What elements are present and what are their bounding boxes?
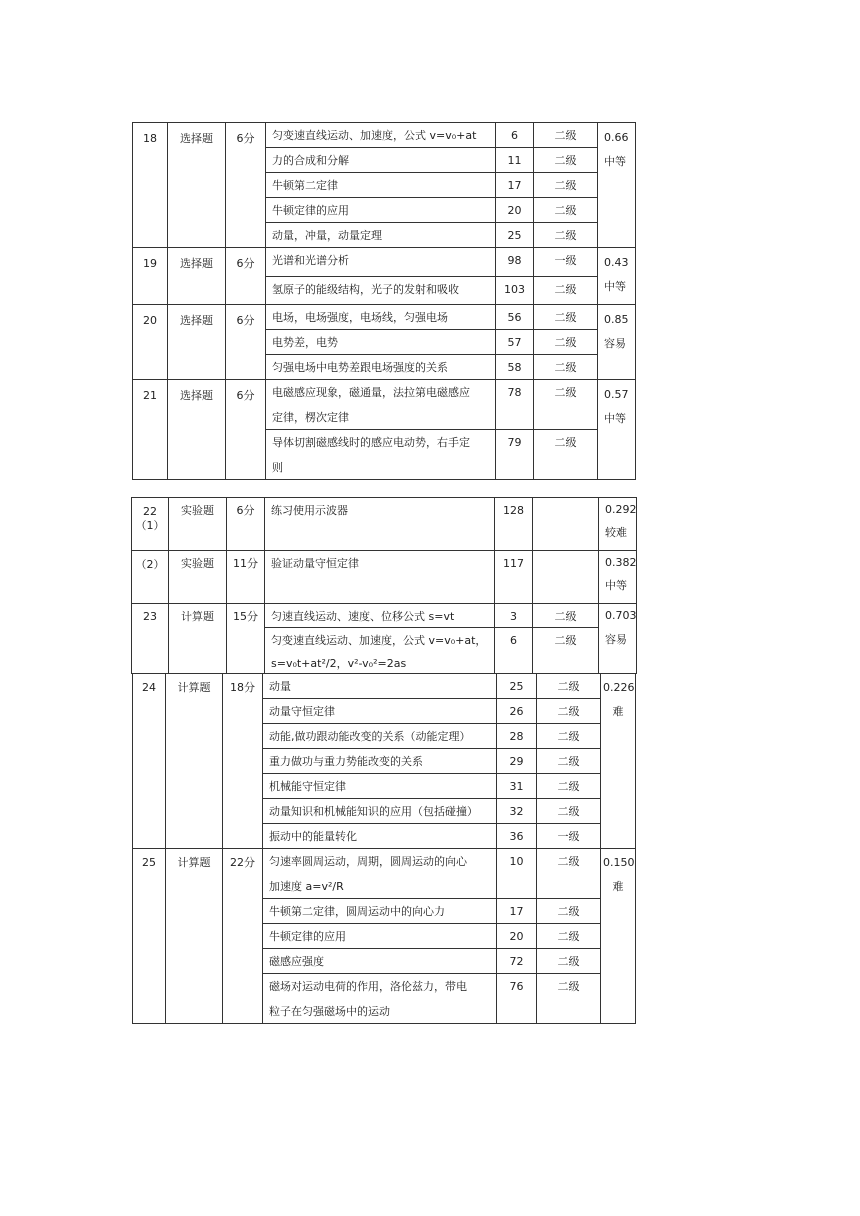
question-number: 25 bbox=[133, 849, 166, 1024]
difficulty-ratio: 0.292 bbox=[605, 503, 637, 516]
requirement-level: 二级 bbox=[534, 305, 598, 330]
difficulty-label: 难 bbox=[612, 705, 624, 718]
requirement-level: 二级 bbox=[537, 974, 601, 1024]
knowledge-point: 匀强电场中电势差跟电场强度的关系 bbox=[266, 355, 496, 380]
question-score: 6分 bbox=[227, 498, 265, 551]
requirement-level: 二级 bbox=[537, 899, 601, 924]
knowledge-line: 定律，楞次定律 bbox=[272, 411, 349, 424]
question-number: （2） bbox=[132, 551, 169, 604]
requirement-level: 一级 bbox=[537, 824, 601, 849]
knowledge-point: 动量，冲量，动量定理 bbox=[266, 223, 496, 248]
knowledge-code: 76 bbox=[497, 974, 537, 1024]
knowledge-code: 20 bbox=[496, 198, 534, 223]
question-type: 计算题 bbox=[166, 674, 223, 849]
knowledge-code: 20 bbox=[497, 924, 537, 949]
question-type: 实验题 bbox=[169, 551, 227, 604]
question-type: 计算题 bbox=[166, 849, 223, 1024]
knowledge-point: 光谱和光谱分析 bbox=[266, 248, 496, 277]
knowledge-code: 11 bbox=[496, 148, 534, 173]
question-score: 6分 bbox=[226, 305, 266, 380]
question-type: 选择题 bbox=[168, 380, 226, 480]
knowledge-point: 重力做功与重力势能改变的关系 bbox=[263, 749, 497, 774]
question-number: 23 bbox=[132, 604, 169, 674]
knowledge-code: 98 bbox=[496, 248, 534, 277]
knowledge-code: 3 bbox=[495, 604, 533, 628]
requirement-level: 二级 bbox=[534, 330, 598, 355]
requirement-level: 二级 bbox=[534, 123, 598, 148]
knowledge-point bbox=[265, 628, 495, 674]
knowledge-point: 牛顿第二定律，圆周运动中的向心力 bbox=[263, 899, 497, 924]
difficulty-label: 较难 bbox=[605, 526, 627, 539]
knowledge-point: 振动中的能量转化 bbox=[263, 824, 497, 849]
difficulty-ratio: 0.85 bbox=[604, 313, 629, 326]
question-type: 选择题 bbox=[168, 305, 226, 380]
difficulty-cell bbox=[598, 123, 636, 248]
difficulty-cell bbox=[598, 380, 636, 480]
question-type: 选择题 bbox=[168, 123, 226, 248]
difficulty-label: 中等 bbox=[605, 579, 627, 592]
knowledge-point: 动量知识和机械能知识的应用（包括碰撞） bbox=[263, 799, 497, 824]
question-type: 选择题 bbox=[168, 248, 226, 305]
knowledge-point: 验证动量守恒定律 bbox=[265, 551, 495, 604]
requirement-level: 二级 bbox=[537, 924, 601, 949]
knowledge-table-3 bbox=[132, 673, 636, 1024]
knowledge-point: 牛顿第二定律 bbox=[266, 173, 496, 198]
requirement-level: 二级 bbox=[537, 774, 601, 799]
question-type: 实验题 bbox=[169, 498, 227, 551]
difficulty-ratio: 0.57 bbox=[604, 388, 629, 401]
knowledge-code: 128 bbox=[495, 498, 533, 551]
knowledge-point: 牛顿定律的应用 bbox=[266, 198, 496, 223]
difficulty-label: 中等 bbox=[604, 412, 626, 425]
requirement-level: 二级 bbox=[534, 380, 598, 430]
knowledge-line: 导体切割磁感线时的感应电动势，右手定 bbox=[272, 436, 470, 449]
question-score: 6分 bbox=[226, 248, 266, 305]
knowledge-point: 磁感应强度 bbox=[263, 949, 497, 974]
knowledge-code: 56 bbox=[496, 305, 534, 330]
requirement-level: 二级 bbox=[537, 749, 601, 774]
difficulty-cell bbox=[599, 604, 637, 674]
knowledge-code: 6 bbox=[495, 628, 533, 674]
question-score: 15分 bbox=[227, 604, 265, 674]
difficulty-ratio: 0.150 bbox=[603, 856, 635, 869]
knowledge-line: 电磁感应现象，磁通量，法拉第电磁感应 bbox=[272, 386, 470, 399]
requirement-level: 二级 bbox=[534, 198, 598, 223]
knowledge-code: 36 bbox=[497, 824, 537, 849]
knowledge-line: 则 bbox=[272, 461, 283, 474]
requirement-level: 二级 bbox=[537, 949, 601, 974]
difficulty-ratio: 0.226 bbox=[603, 681, 635, 694]
knowledge-point: 匀速直线运动、速度、位移公式 s=vt bbox=[265, 604, 495, 628]
knowledge-code: 31 bbox=[497, 774, 537, 799]
requirement-level: 二级 bbox=[537, 724, 601, 749]
knowledge-point: 练习使用示波器 bbox=[265, 498, 495, 551]
question-score: 22分 bbox=[223, 849, 263, 1024]
knowledge-code: 6 bbox=[496, 123, 534, 148]
knowledge-code: 103 bbox=[496, 276, 534, 305]
knowledge-point: 牛顿定律的应用 bbox=[263, 924, 497, 949]
knowledge-point: 电场，电场强度，电场线，匀强电场 bbox=[266, 305, 496, 330]
requirement-level: 二级 bbox=[534, 276, 598, 305]
requirement-level: 二级 bbox=[534, 430, 598, 480]
knowledge-point bbox=[263, 849, 497, 899]
knowledge-code: 78 bbox=[496, 380, 534, 430]
knowledge-point: 动量 bbox=[263, 674, 497, 699]
knowledge-code: 58 bbox=[496, 355, 534, 380]
knowledge-line: 加速度 a=v²/R bbox=[269, 880, 344, 893]
difficulty-cell bbox=[601, 849, 636, 1024]
difficulty-ratio: 0.66 bbox=[604, 131, 629, 144]
knowledge-point bbox=[266, 380, 496, 430]
requirement-level: 二级 bbox=[537, 674, 601, 699]
difficulty-ratio: 0.703 bbox=[605, 609, 637, 622]
question-score: 6分 bbox=[226, 123, 266, 248]
question-number: 21 bbox=[133, 380, 168, 480]
knowledge-code: 28 bbox=[497, 724, 537, 749]
question-score: 6分 bbox=[226, 380, 266, 480]
difficulty-cell bbox=[598, 305, 636, 380]
requirement-level: 二级 bbox=[533, 628, 599, 674]
knowledge-code: 79 bbox=[496, 430, 534, 480]
knowledge-point: 动能,做功跟动能改变的关系（动能定理） bbox=[263, 724, 497, 749]
knowledge-code: 17 bbox=[496, 173, 534, 198]
difficulty-label: 难 bbox=[612, 880, 624, 893]
knowledge-code: 57 bbox=[496, 330, 534, 355]
question-number: 24 bbox=[133, 674, 166, 849]
knowledge-point: 电势差，电势 bbox=[266, 330, 496, 355]
knowledge-code: 32 bbox=[497, 799, 537, 824]
question-number: 20 bbox=[133, 305, 168, 380]
difficulty-cell bbox=[601, 674, 636, 849]
knowledge-code: 25 bbox=[496, 223, 534, 248]
knowledge-code: 72 bbox=[497, 949, 537, 974]
knowledge-code: 25 bbox=[497, 674, 537, 699]
knowledge-line: s=v₀t+at²/2，v²-v₀²=2as bbox=[271, 657, 407, 670]
knowledge-table-2 bbox=[131, 497, 637, 674]
difficulty-label: 中等 bbox=[604, 280, 626, 293]
difficulty-cell bbox=[598, 248, 636, 305]
knowledge-point bbox=[266, 430, 496, 480]
knowledge-line: 匀变速直线运动、加速度，公式 v=v₀+at， bbox=[271, 634, 487, 647]
knowledge-table-1 bbox=[132, 122, 636, 480]
requirement-level bbox=[533, 551, 599, 604]
knowledge-code: 29 bbox=[497, 749, 537, 774]
requirement-level: 一级 bbox=[534, 248, 598, 277]
difficulty-ratio: 0.382 bbox=[605, 556, 637, 569]
question-type: 计算题 bbox=[169, 604, 227, 674]
requirement-level: 二级 bbox=[537, 799, 601, 824]
knowledge-code: 17 bbox=[497, 899, 537, 924]
requirement-level: 二级 bbox=[534, 355, 598, 380]
difficulty-cell bbox=[599, 498, 637, 551]
requirement-level: 二级 bbox=[534, 223, 598, 248]
question-number: 19 bbox=[133, 248, 168, 305]
requirement-level: 二级 bbox=[537, 849, 601, 899]
difficulty-cell bbox=[599, 551, 637, 604]
question-number: 22（1） bbox=[132, 498, 169, 551]
question-score: 11分 bbox=[227, 551, 265, 604]
requirement-level: 二级 bbox=[537, 699, 601, 724]
question-score: 18分 bbox=[223, 674, 263, 849]
requirement-level: 二级 bbox=[534, 148, 598, 173]
requirement-level: 二级 bbox=[534, 173, 598, 198]
knowledge-point: 机械能守恒定律 bbox=[263, 774, 497, 799]
requirement-level bbox=[533, 498, 599, 551]
difficulty-ratio: 0.43 bbox=[604, 256, 629, 269]
knowledge-code: 10 bbox=[497, 849, 537, 899]
difficulty-label: 中等 bbox=[604, 155, 626, 168]
knowledge-code: 117 bbox=[495, 551, 533, 604]
knowledge-line: 磁场对运动电荷的作用，洛伦兹力，带电 bbox=[269, 980, 467, 993]
knowledge-point: 动量守恒定律 bbox=[263, 699, 497, 724]
knowledge-point: 氢原子的能级结构，光子的发射和吸收 bbox=[266, 276, 496, 305]
difficulty-label: 容易 bbox=[604, 337, 626, 350]
knowledge-line: 粒子在匀强磁场中的运动 bbox=[269, 1005, 390, 1018]
knowledge-point: 匀变速直线运动、加速度，公式 v=v₀+at bbox=[266, 123, 496, 148]
requirement-level: 二级 bbox=[533, 604, 599, 628]
question-number: 18 bbox=[133, 123, 168, 248]
difficulty-label: 容易 bbox=[605, 633, 627, 646]
knowledge-code: 26 bbox=[497, 699, 537, 724]
knowledge-line: 匀速率圆周运动，周期，圆周运动的向心 bbox=[269, 855, 467, 868]
knowledge-point: 力的合成和分解 bbox=[266, 148, 496, 173]
knowledge-point bbox=[263, 974, 497, 1024]
